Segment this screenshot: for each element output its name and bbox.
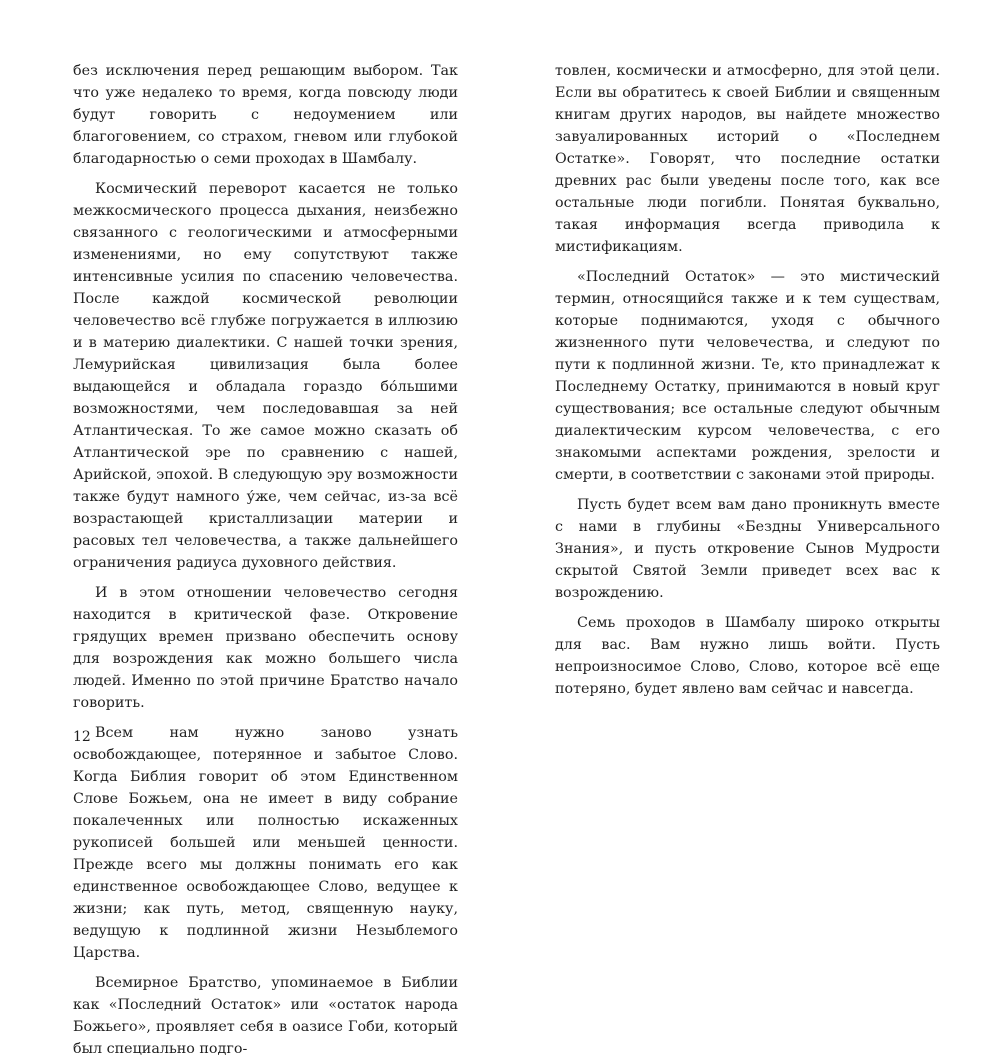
paragraph: «Последний Остаток» — это мистический термин, относящийся также и к тем существам, которые поднимаются, уходя с обычного жизненного пути человечества, и следуют по пути к подлинной жизни. Те, кто принадлежат к Последнему Остатку, принимаются в новый круг существования; все остальные следуют обычным диалектическим курсом человечества, с его знакомыми аспектами рождения, зрелости и смерти, в соответствии с законами этой природы. — [555, 269, 940, 483]
right-text-column — [555, 60, 940, 700]
paragraph: Пусть будет всем вам дано проникнуть вместе с нами в глубины «Бездны Универсального Знания», и пусть откровение Сынов Мудрости скрытой Святой Земли приведет всех вас к возрождению. — [555, 497, 940, 601]
page-number: 12 — [73, 729, 91, 745]
paragraph: товлен, космически и атмосферно, для этой цели. Если вы обратитесь к своей Библии и священным книгам других народов, вы найдете множество завуалированных историй о «Последнем Остатке». Говорят, что последние остатки древних рас были уведены после того, как все остальные люди погибли. Понятая буквально, такая информация всегда приводила к мистификациям. — [555, 63, 940, 255]
paragraph: И в этом отношении человечество сегодня находится в критической фазе. Откровение грядущих времен призвано обеспечить основу для возрождения как можно большего числа людей. Именно по этой причине Братство начало говорить. — [73, 585, 458, 711]
paragraph: Всем нам нужно заново узнать освобождающее, потерянное и забытое Слово. Когда Библия говорит об этом Единственном Слове Божьем, она не имеет в виду собрание покалеченных или полностью искаженных рукописей большей или меньшей ценности. Прежде всего мы должны понимать его как единственное освобождающее Слово, ведущее к жизни; как путь, метод, священную науку, ведущую к подлинной жизни Незыблемого Царства. — [73, 725, 458, 961]
paragraph: Всемирное Братство, упоминаемое в Библии как «Последний Остаток» или «остаток народа Божьего», проявляет себя в оазисе Гоби, который был специально подго- — [73, 975, 458, 1057]
left-page — [0, 0, 500, 1057]
paragraph: без исключения перед решающим выбором. Так что уже недалеко то время, когда повсюду люди будут говорить с недоумением или благоговением, со страхом, гневом или глубокой благодарностью о семи проходах в Шамбалу. — [73, 63, 458, 167]
left-text-column — [73, 60, 458, 1060]
right-page — [500, 0, 1000, 794]
paragraph: Семь проходов в Шамбалу широко открыты для вас. Вам нужно лишь войти. Пусть непроизносимое Слово, Слово, которое всё еще потеряно, будет явлено вам сейчас и навсегда. — [555, 615, 940, 697]
paragraph: Космический переворот касается не только межкосмического процесса дыхания, неизбежно связанного с геологическими и атмосферными изменениями, но ему сопутствуют также интенсивные усилия по спасению человечества. После каждой космической революции человечество всё глубже погружается в иллюзию и в материю диалектики. С нашей точки зрения, Лемурийская цивилизация была более выдающейся и обладала гораздо бо́льшими возможностями, чем последовавшая за ней Атлантическая. То же самое можно сказать об Атлантической эре по сравнению с нашей, Арийской, эпохой. В следующую эру возможности также будут намного у́же, чем сейчас, из-за всё возрастающей кристаллизации материи и расовых тел человечества, а также дальнейшего ограничения радиуса духовного действия. — [73, 181, 458, 571]
